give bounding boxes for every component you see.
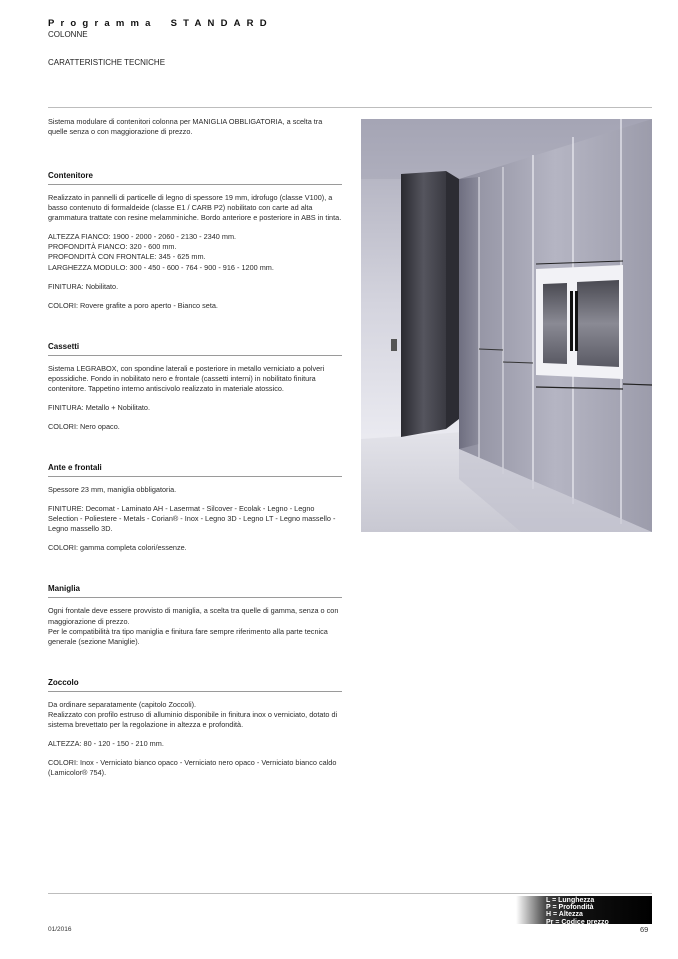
page-subtitle: COLONNE [48, 30, 88, 39]
abbreviation-legend [516, 896, 652, 924]
legend-items [546, 897, 609, 926]
section-title: Maniglia [48, 583, 342, 598]
section-ante-frontali [48, 462, 342, 553]
section-label: CARATTERISTICHE TECNICHE [48, 58, 166, 67]
section-paragraph: FINITURA: Metallo + Nobilitato. [48, 402, 150, 412]
section-title: Zoccolo [48, 677, 342, 692]
section-maniglia [48, 583, 342, 646]
legend-item: P = Profondità [546, 904, 594, 912]
section-title: Contenitore [48, 170, 342, 185]
page-number: 69 [640, 925, 649, 934]
legend-item: L = Lunghezza [546, 897, 595, 904]
bottom-divider [48, 893, 652, 894]
section-paragraph: COLORI: gamma completa colori/essenze. [48, 543, 187, 553]
legend-item: Pr = Codice prezzo [546, 918, 609, 926]
section-paragraph: Sistema LEGRABOX, con spondine laterali e posteriore in metallo verniciato a polveri epossidiche. Fondo in nobilitato nero e frontale (cassetti interni) in nobilitato finitura contenitore. Tappetino interno antiscivolo realizzato in materiale atossico. [48, 363, 325, 393]
section-paragraph: Realizzato in pannelli di particelle di legno di spessore 19 mm, idrofugo (classe V100), a basso contenuto di formaldeide (classe E1 / CARB P2) nobilitato con carte ad alta grammatura trattate con resine melamminiche. Bordo anteriore e posteriore in ABS in tinta. [48, 193, 342, 223]
program-label: Programma [48, 18, 157, 29]
section-cassetti [48, 341, 342, 432]
section-zoccolo [48, 677, 342, 778]
legend-item: H = Altezza [546, 911, 583, 919]
section-title: Cassetti [48, 341, 342, 356]
section-paragraph: COLORI: Inox - Verniciato bianco opaco - Verniciato nero opaco - Verniciato bianco caldo (Lamicolor® 754). [48, 757, 337, 778]
section-paragraph: ALTEZZA: 80 - 120 - 150 - 210 mm. [48, 738, 164, 748]
footer-date: 01/2016 [48, 926, 72, 933]
section-paragraph: Da ordinare separatamente (capitolo Zoccoli). Realizzato con profilo estruso di alluminio disponibile in finitura inox o verniciato, dotato di sistema brevettato per la regolazione in altezza e profondità. [48, 699, 338, 729]
section-paragraph: Spessore 23 mm, maniglia obbligatoria. [48, 485, 177, 495]
section-paragraph: COLORI: Rovere grafite a poro aperto - Bianco seta. [48, 300, 218, 310]
section-paragraph: Ogni frontale deve essere provvisto di maniglia, a scelta tra quelle di gamma, senza o con maggiorazione di prezzo. Per le compatibilità tra tipo maniglia e finitura fare sempre riferimento alla parte tecnica generale (sezione Maniglie). [48, 606, 339, 646]
program-name: STANDARD [170, 18, 273, 29]
intro-text: Sistema modulare di contenitori colonna per MANIGLIA OBBLIGATORIA, a scelta tra quelle senza o con maggiorazione di prezzo. [48, 117, 323, 137]
section-paragraph: FINITURE: Decomat - Laminato AH - Lasermat - Silcover - Ecolak - Legno - Legno Selection - Poliestere - Metals - Corian® - Inox - Legno 3D - Legno LT - Legno massello - Legno massello 3D. [48, 504, 336, 534]
section-paragraph: COLORI: Nero opaco. [48, 422, 120, 431]
kitchen-photo [361, 119, 652, 532]
content-column [48, 117, 342, 808]
program-title [48, 18, 273, 29]
section-title: Ante e frontali [48, 462, 342, 477]
dimensions-list: ALTEZZA FIANCO: 1900 - 2000 - 2060 - 2130 - 2340 mm. PROFONDITÀ FIANCO: 320 - 600 mm. PROFONDITÀ CON FRONTALE: 345 - 625 mm. LARGHEZZA MODULO: 300 - 450 - 600 - 764 - 900 - 916 - 1200 mm. [48, 232, 274, 272]
section-contenitore [48, 170, 342, 311]
section-paragraph: FINITURA: Nobilitato. [48, 281, 119, 291]
top-divider [48, 107, 652, 108]
